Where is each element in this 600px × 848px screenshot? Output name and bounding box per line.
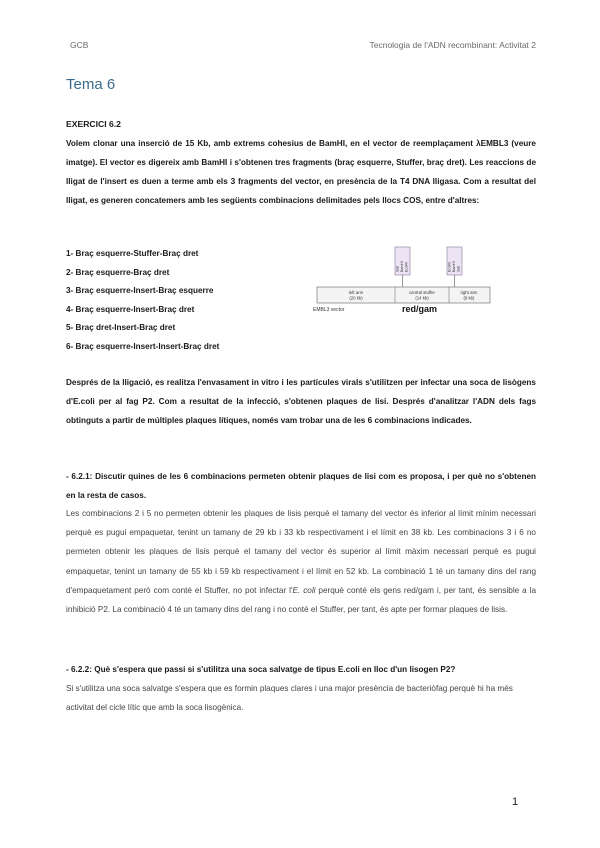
answer-6-2-2: Si s'utilitza una soca salvatge s'espera que es formin plaques clares i una major presència de bacteriòfag perquè hi ha més activitat del cicle lític que amb la soca lisogènica. [66, 684, 513, 713]
site-right-1: BamHI [452, 261, 456, 272]
answer-6-2-1-part1: Les combinacions 2 i 5 no permeten obtenir les plaques de lisis perquè el tamany del vector és inferior al límit mínim necessari perquè es pugui empaquetar, tenint un tamany de 29 kb i 33 kb respectivament i el límit en 38 kb. Les combinacions 3 i 6 no permeten obtenir les plaques de lisis perquè el tamany del vector és superior al límit màxim necessari perquè es pugui empaquetar, tenint un tamany de 55 kb i 59 kb respectivament i el límit en 52 kb. La combinació 1 té un tamany dins del rang d'empaquetament però com conté el Stuffer, no pot infectar l' [66, 509, 536, 595]
site-right-2: SalI [456, 265, 461, 272]
combination-list [66, 245, 219, 356]
answer-6-2-1 [66, 504, 536, 619]
answer-6-2-1-ecoli: E. coli [292, 585, 316, 595]
question-6-2-2: - 6.2.2: Què s'espera que passi si s'utilitza una soca salvatge de tipus E.coli en lloc d'un lisogen P2? [66, 665, 456, 674]
embl3-vector-figure [312, 246, 494, 316]
combination-item: 5- Braç dret-Insert-Braç dret [66, 323, 176, 332]
site-left-0: SalI [395, 265, 400, 272]
header-title: Tecnologia de l'ADN recombinant: Activitat 2 [369, 40, 536, 50]
segment-right-size: (9 kb) [463, 295, 475, 301]
combination-item: 4- Braç esquerre-Insert-Braç dret [66, 304, 195, 314]
combination-item: 6- Braç esquerre-Insert-Insert-Braç dret [66, 341, 220, 351]
segment-right-label: right arm [460, 290, 478, 295]
combination-item: 2- Braç esquerre-Braç dret [66, 267, 170, 277]
site-left-1: BamHI [400, 261, 404, 272]
exercise-intro: Volem clonar una inserció de 15 Kb, amb extrems cohesius de BamHI, en el vector de reemplaçament λEMBL3 (veure imatge). El vector es digereix amb BamHI i s'obtenen tres fragments (braç esquerre, Stuffer, braç dret). Les reaccions de lligat de l'insert es duen a terme amb els 3 fragments del vector, en presència de la T4 DNA lligasa. Com a resultat del lligat, es generen concatemers amb les següents combinacions delimitades pels llocs COS, entre d'altres: [66, 139, 536, 205]
exercise-title: EXERCICI 6.2 [66, 119, 121, 129]
question-6-2-1: - 6.2.1: Discutir quines de les 6 combinacions permeten obtenir plaques de lisi com es proposa, i per què no s'obtenen en la resta de casos. [66, 472, 536, 500]
page-number: 1 [512, 796, 519, 808]
genes-label: red/gam [402, 304, 438, 314]
site-right-0: EcoRI [447, 262, 452, 272]
segment-left-size: (20 kb) [349, 295, 363, 301]
segment-left-label: left arm [348, 290, 364, 295]
after-ligation-paragraph: Després de la lligació, es realitza l'envasament in vitro i les partícules virals s'utilitzen per infectar una soca de lisògens d'E.coli per al fag P2. Com a resultat de la infecció, s'obtenen plaques de lisi. Després d'analitzar l'ADN dels fags obtinguts a partir de múltiples plaques lítiques, només vam trobar una de les 6 combinacions indicades. [66, 378, 536, 425]
combination-item: 1- Braç esquerre-Stuffer-Braç dret [66, 249, 199, 258]
vector-label: EMBL3 vector [313, 307, 345, 313]
segment-mid-size: (14 kb) [415, 295, 429, 301]
combination-item: 3- Braç esquerre-Insert-Braç esquerre [66, 286, 214, 295]
segment-mid-label: central stuffer [409, 290, 435, 295]
site-left-2: EcoRI [404, 262, 409, 272]
header-course: GCB [70, 40, 89, 50]
answer-6-2-1-part2: perquè conté els gens red/gam i, per tant, és sensible a la inhibició P2. La combinació 4 té un tamany dins del rang i no conté el Stuffer, per tant, és apte per formar plaques de lisis. [66, 585, 537, 615]
topic-heading: Tema 6 [66, 76, 116, 93]
